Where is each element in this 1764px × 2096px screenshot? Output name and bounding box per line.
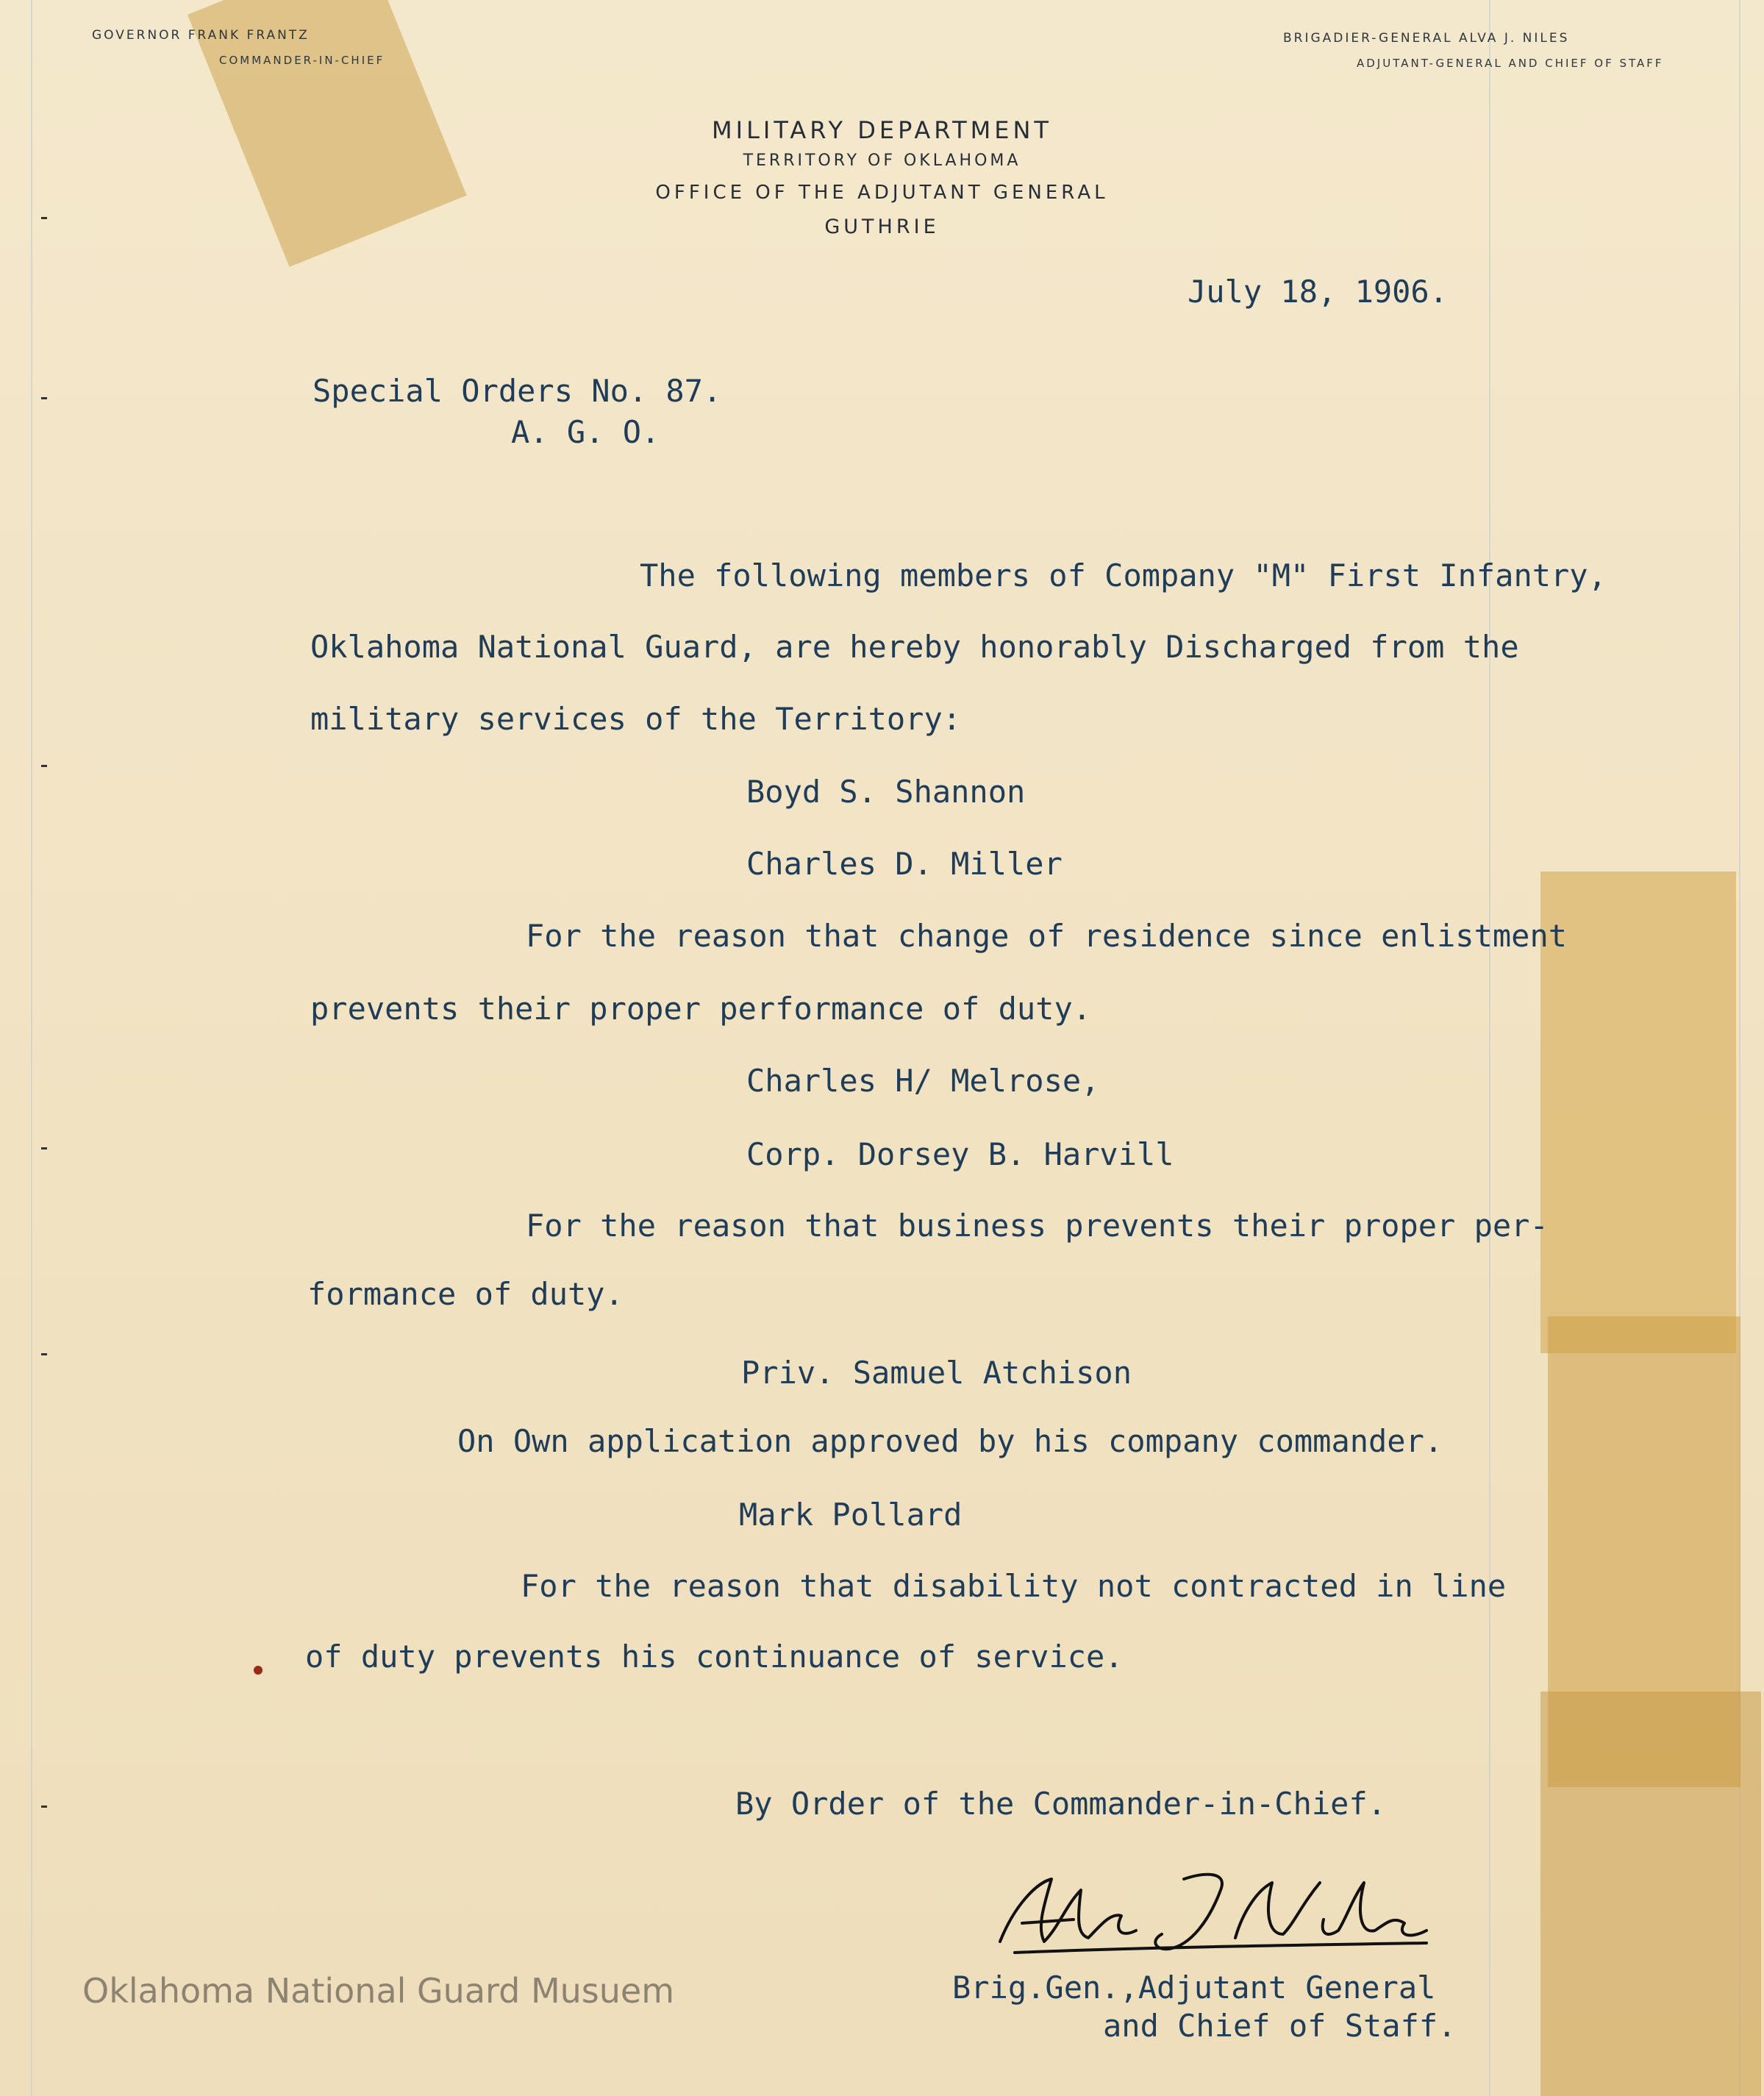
discharged-name: Charles D. Miller bbox=[746, 846, 1063, 882]
punch-mark bbox=[41, 1353, 47, 1355]
adhesive-tape bbox=[1540, 1692, 1761, 2096]
margin-rule bbox=[31, 0, 32, 2096]
adhesive-tape bbox=[1540, 871, 1736, 1353]
punch-mark bbox=[41, 1806, 47, 1808]
letterhead-governor-title: COMMANDER-IN-CHIEF bbox=[219, 54, 385, 67]
letterhead-governor: GOVERNOR FRANK FRANTZ bbox=[92, 28, 310, 43]
reason-line: On Own application approved by his company commander. bbox=[457, 1423, 1443, 1459]
reason-line: formance of duty. bbox=[307, 1276, 624, 1312]
reason-line: prevents their proper performance of duty. bbox=[310, 991, 1092, 1027]
reason-line: For the reason that change of residence since enlistment bbox=[526, 918, 1568, 954]
intro-line: military services of the Territory: bbox=[310, 701, 962, 737]
punch-mark bbox=[41, 397, 47, 399]
letterhead-adjutant-title: ADJUTANT-GENERAL AND CHIEF OF STAFF bbox=[1357, 57, 1664, 70]
discharged-name: Priv. Samuel Atchison bbox=[741, 1355, 1132, 1391]
punch-mark bbox=[41, 765, 47, 767]
discharged-name: Mark Pollard bbox=[739, 1497, 963, 1533]
letterhead-adjutant: BRIGADIER-GENERAL ALVA J. NILES bbox=[1283, 31, 1570, 46]
punch-mark bbox=[41, 1147, 47, 1149]
margin-rule bbox=[1489, 0, 1490, 2096]
handwritten-signature bbox=[993, 1861, 1434, 1964]
letterhead-department: MILITARY DEPARTMENT bbox=[712, 116, 1052, 144]
reason-line: For the reason that disability not contracted in line bbox=[521, 1568, 1507, 1604]
closing-by-order: By Order of the Commander-in-Chief. bbox=[735, 1786, 1387, 1822]
discharged-name: Charles H/ Melrose, bbox=[746, 1063, 1100, 1099]
museum-watermark: Oklahoma National Guard Musuem bbox=[82, 1971, 675, 2011]
discharged-name: Boyd S. Shannon bbox=[746, 774, 1026, 810]
signatory-title: Brig.Gen.,Adjutant General bbox=[952, 1970, 1436, 2006]
discharged-name: Corp. Dorsey B. Harvill bbox=[746, 1136, 1174, 1172]
ink-spot bbox=[254, 1666, 263, 1675]
intro-line: The following members of Company "M" First Infantry, bbox=[640, 557, 1607, 593]
order-abbreviation: A. G. O. bbox=[511, 414, 660, 450]
document-date: July 18, 1906. bbox=[1188, 274, 1449, 310]
reason-line: For the reason that business prevents their proper per- bbox=[526, 1208, 1549, 1244]
letterhead-office: OFFICE OF THE ADJUTANT GENERAL bbox=[655, 182, 1109, 204]
letterhead-city: GUTHRIE bbox=[824, 215, 940, 238]
intro-line: Oklahoma National Guard, are hereby honorably Discharged from the bbox=[310, 629, 1519, 665]
signatory-title: and Chief of Staff. bbox=[1103, 2008, 1457, 2044]
letterhead-territory: TERRITORY OF OKLAHOMA bbox=[743, 152, 1021, 170]
reason-line: of duty prevents his continuance of service. bbox=[305, 1639, 1124, 1675]
order-title: Special Orders No. 87. bbox=[313, 373, 722, 409]
